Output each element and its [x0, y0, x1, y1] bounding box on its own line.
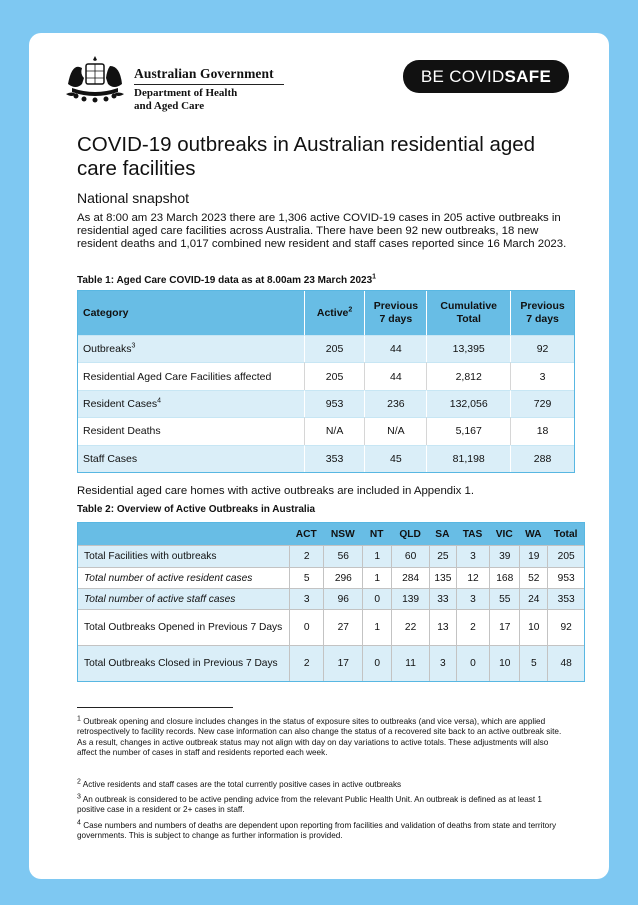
table2-header-row	[78, 523, 584, 545]
table1-cell-previous2: 92	[511, 335, 574, 362]
table2-cell: 953	[547, 567, 584, 588]
table1-cell-category: Outbreaks$^3$	[78, 335, 305, 362]
table2-cell: 2	[289, 545, 323, 567]
footnote-4: $^4$ Case numbers and numbers of deaths are dependent upon reporting from facilities and validation of deaths from state and territory governments. This is subject to change as further information is provided.	[77, 819, 557, 841]
page-title: COVID-19 outbreaks in Australian residential aged care facilities	[77, 133, 536, 180]
footnote-2: $^2$ Active residents and staff cases are the total currently positive cases in active outbreaks	[77, 778, 402, 789]
col-total: Total	[547, 523, 584, 545]
table1-row	[78, 335, 574, 362]
badge-regular: BE COVID	[420, 67, 505, 86]
table2-cell: 0	[289, 609, 323, 645]
table2-cell: 3	[289, 588, 323, 609]
col-wa: WA	[519, 523, 547, 545]
document-page	[29, 33, 609, 879]
dept-line-2: and Aged Care	[134, 100, 205, 112]
table1-cell-active: 205	[305, 362, 366, 389]
table2-cell: 25	[429, 545, 456, 567]
table2-cell: 135	[429, 567, 456, 588]
table2-cell: 22	[391, 609, 429, 645]
table1-cell-category: Staff Cases	[78, 445, 305, 472]
table2-cell: 3	[456, 545, 489, 567]
table2-cell: 27	[323, 609, 362, 645]
footnote-3: $^3$ An outbreak is considered to be active pending advice from the relevant Public Health Unit. An outbreak is defined as at least 1 positive case in a resident or 2+ cases in staff.	[77, 793, 542, 815]
col-nt: NT	[362, 523, 391, 545]
table1-cell-active: 953	[305, 390, 366, 417]
table2-cell: 1	[362, 609, 391, 645]
table1-cell-cumulative: 2,812	[427, 362, 511, 389]
table2-cell: 0	[362, 645, 391, 681]
table2-cell: 2	[289, 645, 323, 681]
table2-cell: 48	[547, 645, 584, 681]
table2-cell: 39	[489, 545, 519, 567]
table2-cell: 2	[456, 609, 489, 645]
table1-cell-active: 205	[305, 335, 366, 362]
table1-caption: Table 1: Aged Care COVID-19 data as at 8.00am 23 March 2023$^1$	[77, 273, 377, 286]
dept-line-1: Department of Health	[134, 87, 238, 99]
table2-cell: 10	[489, 645, 519, 681]
table2-cell: 3	[456, 588, 489, 609]
table1-cell-cumulative: 132,056	[427, 390, 511, 417]
footnote-rule	[77, 707, 233, 708]
table2-row	[78, 588, 584, 609]
table2-cell: 353	[547, 588, 584, 609]
table2-cell: 33	[429, 588, 456, 609]
col-previous: Previous 7 days	[365, 291, 427, 335]
table2-cell: 11	[391, 645, 429, 681]
table1-cell-cumulative: 5,167	[427, 417, 511, 444]
table2-cell: 284	[391, 567, 429, 588]
table2-cell: 168	[489, 567, 519, 588]
table1-cell-previous: 236	[365, 390, 427, 417]
table2-cell: 55	[489, 588, 519, 609]
table2-cell: 13	[429, 609, 456, 645]
table1-cell-category: Resident Deaths	[78, 417, 305, 444]
table1-row	[78, 390, 574, 417]
table2-cell: 60	[391, 545, 429, 567]
col-cumulative: Cumulative Total	[427, 291, 511, 335]
aged-care-data-table	[77, 290, 575, 473]
table1-cell-cumulative: 81,198	[427, 445, 511, 472]
col-tas: TAS	[456, 523, 489, 545]
table2-cell: 52	[519, 567, 547, 588]
table2-cell: 139	[391, 588, 429, 609]
table1-cell-category: Resident Cases$^4$	[78, 390, 305, 417]
col-category: Category	[78, 291, 305, 335]
gov-line: Australian Government	[134, 66, 274, 81]
col-blank	[78, 523, 289, 545]
table2-cell: 296	[323, 567, 362, 588]
table1-cell-previous: 45	[365, 445, 427, 472]
table2-row-label: Total Outbreaks Opened in Previous 7 Days	[78, 609, 289, 645]
table2-cell: 24	[519, 588, 547, 609]
table1-header-row	[78, 291, 574, 335]
table2-cell: 205	[547, 545, 584, 567]
table2-row	[78, 567, 584, 588]
covidsafe-badge	[403, 60, 569, 93]
table1-cell-previous2: 288	[511, 445, 574, 472]
table1-cell-previous2: 18	[511, 417, 574, 444]
table1-row	[78, 362, 574, 389]
table2-cell: 96	[323, 588, 362, 609]
table2-cell: 17	[489, 609, 519, 645]
col-qld: QLD	[391, 523, 429, 545]
col-act: ACT	[289, 523, 323, 545]
table2-row-label: Total number of active staff cases	[78, 588, 289, 609]
government-wordmark	[134, 66, 284, 113]
appendix-note: Residential aged care homes with active outbreaks are included in Appendix 1.	[77, 485, 475, 497]
col-sa: SA	[429, 523, 456, 545]
table1-cell-active: N/A	[305, 417, 366, 444]
table1-cell-category: Residential Aged Care Facilities affected	[78, 362, 305, 389]
table2-cell: 0	[456, 645, 489, 681]
table2-cell: 3	[429, 645, 456, 681]
table1-cell-previous2: 729	[511, 390, 574, 417]
table2-cell: 0	[362, 588, 391, 609]
table2-row	[78, 645, 584, 681]
table1-cell-previous2: 3	[511, 362, 574, 389]
table1-cell-cumulative: 13,395	[427, 335, 511, 362]
table1-row	[78, 417, 574, 444]
table1-cell-previous: 44	[365, 335, 427, 362]
table2-cell: 12	[456, 567, 489, 588]
table2-row-label: Total Facilities with outbreaks	[78, 545, 289, 567]
table2-caption: Table 2: Overview of Active Outbreaks in Australia	[77, 504, 316, 515]
badge-bold: SAFE	[504, 67, 552, 86]
table2-cell: 19	[519, 545, 547, 567]
table1-cell-active: 353	[305, 445, 366, 472]
outbreaks-overview-table	[77, 522, 585, 682]
col-vic: VIC	[489, 523, 519, 545]
col-previous-2: Previous 7 days	[511, 291, 574, 335]
col-active: Active$^2$	[305, 291, 366, 335]
table2-cell: 5	[519, 645, 547, 681]
intro-paragraph: As at 8:00 am 23 March 2023 there are 1,306 active COVID-19 cases in 205 active outbreaks in residential aged care facilities across Australia. There have been 92 new outbreaks, 18 new resident deaths and 1,017 combined new resident and staff cases reported since 16 March 2023.	[77, 212, 567, 250]
page-subtitle: National snapshot	[77, 190, 190, 206]
coat-of-arms-logo	[62, 54, 128, 104]
wordmark-rule	[134, 84, 284, 85]
table2-row	[78, 609, 584, 645]
table1-row	[78, 445, 574, 472]
footnote-1: $^1$ Outbreak opening and closure includes changes in the status of exposure sites to outbreaks (and vice versa), which are applied retrospectively to facility records. New case information can also change the status of a recovered site back to an active outbreak site. As a result, changes in active outbreak status may not align with day on day variations to active totals. These adjustments will also affect the number of cases in staff and residents reported each week.	[77, 715, 562, 757]
table1-cell-previous: N/A	[365, 417, 427, 444]
table2-cell: 10	[519, 609, 547, 645]
table2-cell: 17	[323, 645, 362, 681]
table2-cell: 1	[362, 545, 391, 567]
table1-cell-previous: 44	[365, 362, 427, 389]
table2-cell: 56	[323, 545, 362, 567]
table2-cell: 92	[547, 609, 584, 645]
col-nsw: NSW	[323, 523, 362, 545]
table2-row	[78, 545, 584, 567]
table2-cell: 1	[362, 567, 391, 588]
table2-row-label: Total Outbreaks Closed in Previous 7 Days	[78, 645, 289, 681]
table2-cell: 5	[289, 567, 323, 588]
table2-row-label: Total number of active resident cases	[78, 567, 289, 588]
